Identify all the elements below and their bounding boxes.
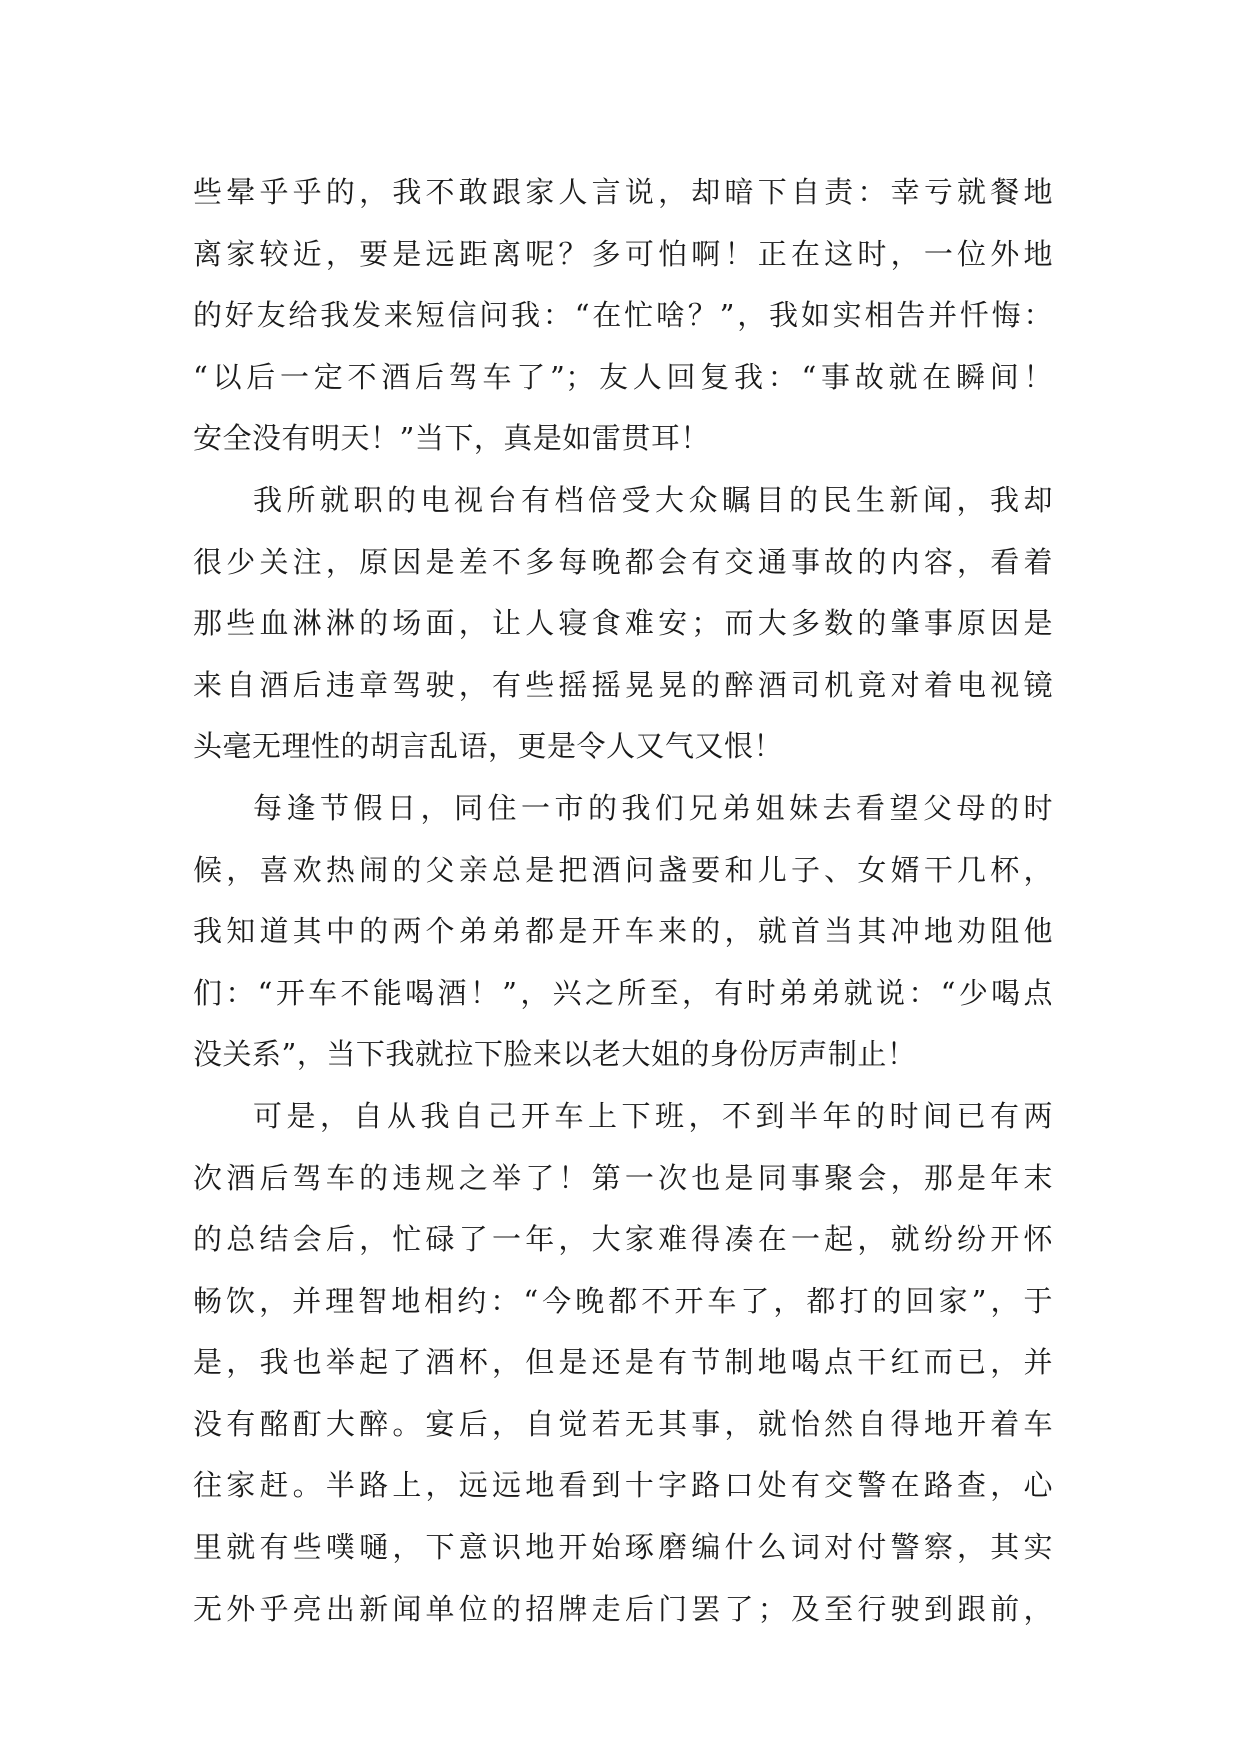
paragraph-1	[193, 162, 1053, 470]
paragraph-2	[193, 470, 1053, 778]
text-line: 那些血淋淋的场面，让人寝食难安；而大多数的肇事原因是	[193, 606, 1053, 641]
text-line: 很少关注，原因是差不多每晚都会有交通事故的内容，看着	[193, 544, 1053, 579]
paragraph-3	[193, 778, 1053, 1086]
text-line: 没关系”，当下我就拉下脸来以老大姐的身份厉声制止！	[193, 1037, 917, 1072]
text-line: 无外乎亮出新闻单位的招牌走后门罢了；及至行驶到跟前，	[193, 1591, 1053, 1626]
text-line: 往家赶。半路上，远远地看到十字路口处有交警在路查，心	[193, 1468, 1053, 1503]
text-line: 离家较近，要是远距离呢？多可怕啊！正在这时，一位外地	[193, 236, 1053, 271]
text-line: 里就有些噗嗵，下意识地开始琢磨编什么词对付警察，其实	[193, 1530, 1053, 1565]
text-line: 安全没有明天！”当下，真是如雷贯耳！	[193, 421, 710, 456]
text-line: 我知道其中的两个弟弟都是开车来的，就首当其冲地劝阻他	[193, 914, 1053, 949]
body-text	[193, 162, 1053, 1640]
text-line: “以后一定不酒后驾车了”；友人回复我：“事故就在瞬间！	[193, 359, 1053, 394]
paragraph-4	[193, 1086, 1053, 1640]
text-line: 候，喜欢热闹的父亲总是把酒问盏要和儿子、女婿干几杯，	[193, 852, 1053, 887]
text-line: 次酒后驾车的违规之举了！第一次也是同事聚会，那是年末	[193, 1160, 1053, 1195]
text-line: 来自酒后违章驾驶，有些摇摇晃晃的醉酒司机竟对着电视镜	[193, 667, 1053, 702]
text-line: 可是，自从我自己开车上下班，不到半年的时间已有两	[253, 1098, 1053, 1133]
text-line: 是，我也举起了酒杯，但是还是有节制地喝点干红而已，并	[193, 1345, 1053, 1380]
text-line: 些晕乎乎的，我不敢跟家人言说，却暗下自责：幸亏就餐地	[193, 175, 1053, 209]
text-line: 没有酩酊大醉。宴后，自觉若无其事，就怡然自得地开着车	[193, 1406, 1053, 1441]
text-line: 每逢节假日，同住一市的我们兄弟姐妹去看望父母的时	[253, 790, 1053, 825]
text-line: 我所就职的电视台有档倍受大众瞩目的民生新闻，我却	[253, 482, 1053, 517]
text-line: 畅饮，并理智地相约：“今晚都不开车了，都打的回家”，于	[193, 1283, 1053, 1318]
text-line: 的总结会后，忙碌了一年，大家难得凑在一起，就纷纷开怀	[193, 1222, 1053, 1257]
text-line: 们：“开车不能喝酒！”，兴之所至，有时弟弟就说：“少喝点	[193, 975, 1053, 1010]
text-line: 的好友给我发来短信问我：“在忙啥？”，我如实相告并忏悔：	[193, 298, 1053, 333]
text-line: 头毫无理性的胡言乱语，更是令人又气又恨！	[193, 729, 784, 764]
